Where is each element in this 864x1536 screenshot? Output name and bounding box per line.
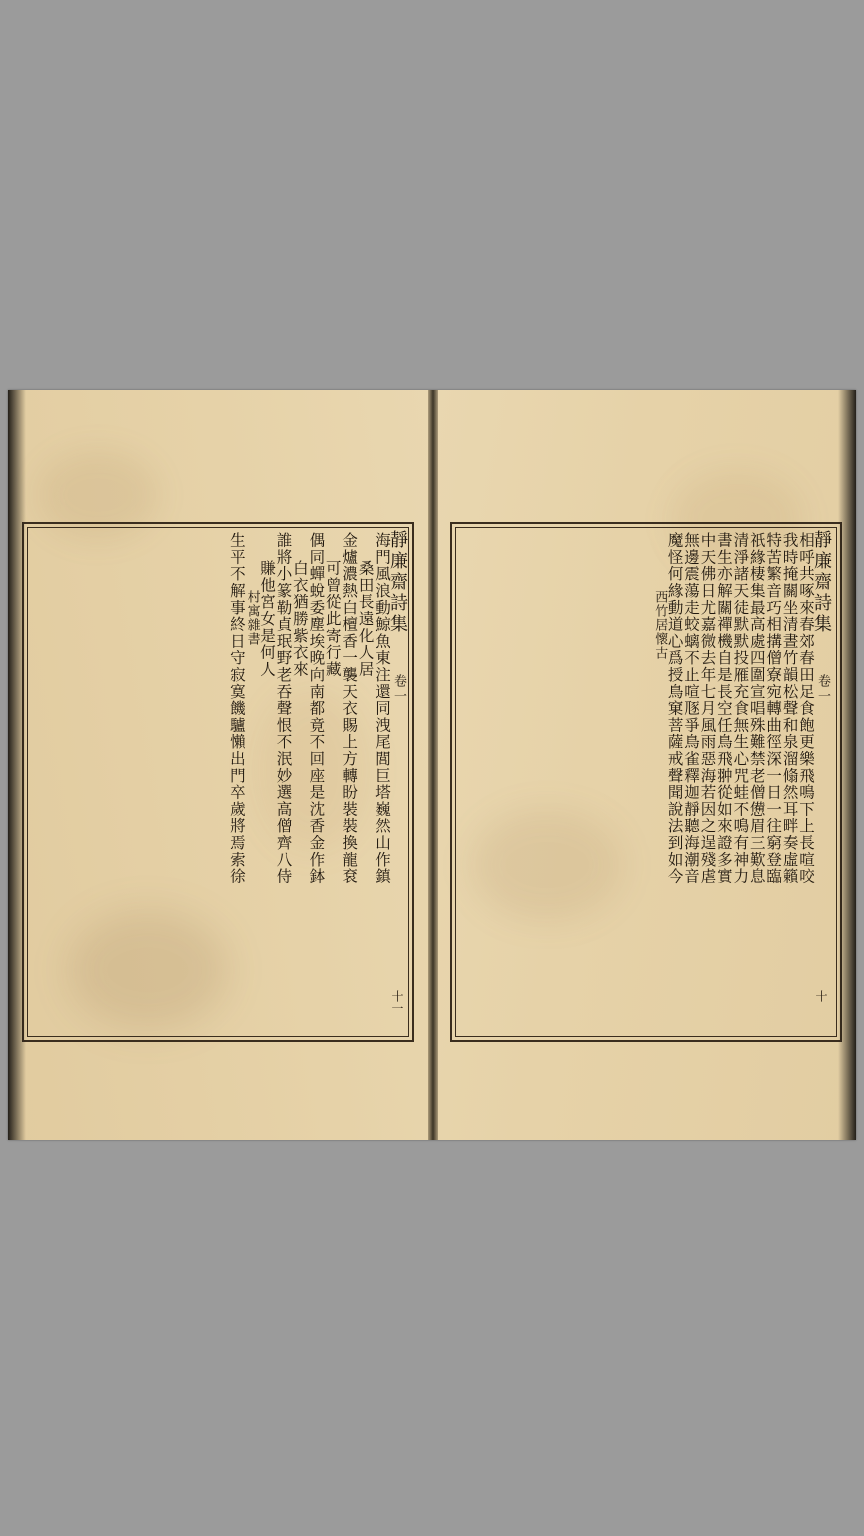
text-column: 祇緣棲集最高處四圍宣唱殊難禁老僧憊眉三歎息: [747, 532, 766, 885]
text-column: 桑田長遠化人居: [356, 560, 375, 678]
text-column: 特苦繁音巧相搆僧寮宛轉曲徑深一日一往窮登臨: [764, 532, 783, 885]
text-column: 白衣猶勝紫衣來: [290, 560, 309, 678]
text-column: 無邊震蕩走蛟螭不止喧豗爭鳥雀釋迦靜聽海潮音: [682, 532, 701, 885]
page-edge-shadow: [838, 390, 856, 1140]
text-column: 相呼共啄來春郊春田足食飽更樂飛鳴下上長喧咬: [797, 532, 815, 885]
text-column: 海門風浪動鯨魚東注還同洩尾閭巨塔巍然山作鎮: [373, 532, 391, 885]
text-column: 可曾從此寄行藏: [323, 560, 342, 678]
text-column: 生平不解事終日守寂寞饑驢懶出門卒歲將焉索徐: [227, 532, 246, 885]
text-column: 賺他宮女是何人: [258, 560, 277, 678]
page-header-title-right: 靜廉齋詩集: [811, 530, 832, 635]
section-title-left: 村寓雜書: [244, 590, 260, 646]
page-edge-shadow: [8, 390, 26, 1140]
book-page-left: [8, 390, 432, 1140]
text-column: 中天佛日尤嘉微去年七月風雨惡海若因之逞殘虐: [698, 532, 717, 885]
text-columns-left: [30, 530, 390, 1035]
page-number-right: 十: [814, 990, 828, 1002]
section-title-right: 西竹居懷古: [652, 590, 668, 660]
page-header-volume-left: 卷一: [391, 674, 406, 704]
text-columns-right: [462, 530, 814, 1035]
page-number-left: 十一: [390, 990, 404, 1014]
page-header-title-left: 靜廉齋詩集: [387, 530, 408, 635]
page-header-volume-right: 卷一: [815, 674, 830, 704]
text-column: 金爐濃熱白檀香一襲天衣賜上方轉盼裝裝換龍袞: [340, 532, 359, 885]
text-column: 清淨諸天徒默默投雁充食無生心咒蛙不鳴有神力: [731, 532, 750, 885]
book-gutter: [428, 390, 438, 1140]
book-page-right: [432, 390, 856, 1140]
text-column: 魔怪何緣動道心爲授鳥窠菩薩戒聲聞說法到如今: [665, 532, 684, 885]
book-spread: [8, 390, 856, 1140]
text-column: 誰將小篆勒貞珉野老吞聲恨不泯妙選高僧齊八侍: [274, 532, 293, 885]
text-column: 書生亦解關禪機自是長空任鳥飛翀從如來證多實: [714, 532, 733, 885]
text-column: 我時掩關坐清晝竹韻松聲和泉溜翛然耳畔奏虛籟: [780, 532, 799, 885]
text-column: 偶同蟬蛻委塵埃晚向南都竟不回座是沈香金作鉢: [307, 532, 326, 885]
